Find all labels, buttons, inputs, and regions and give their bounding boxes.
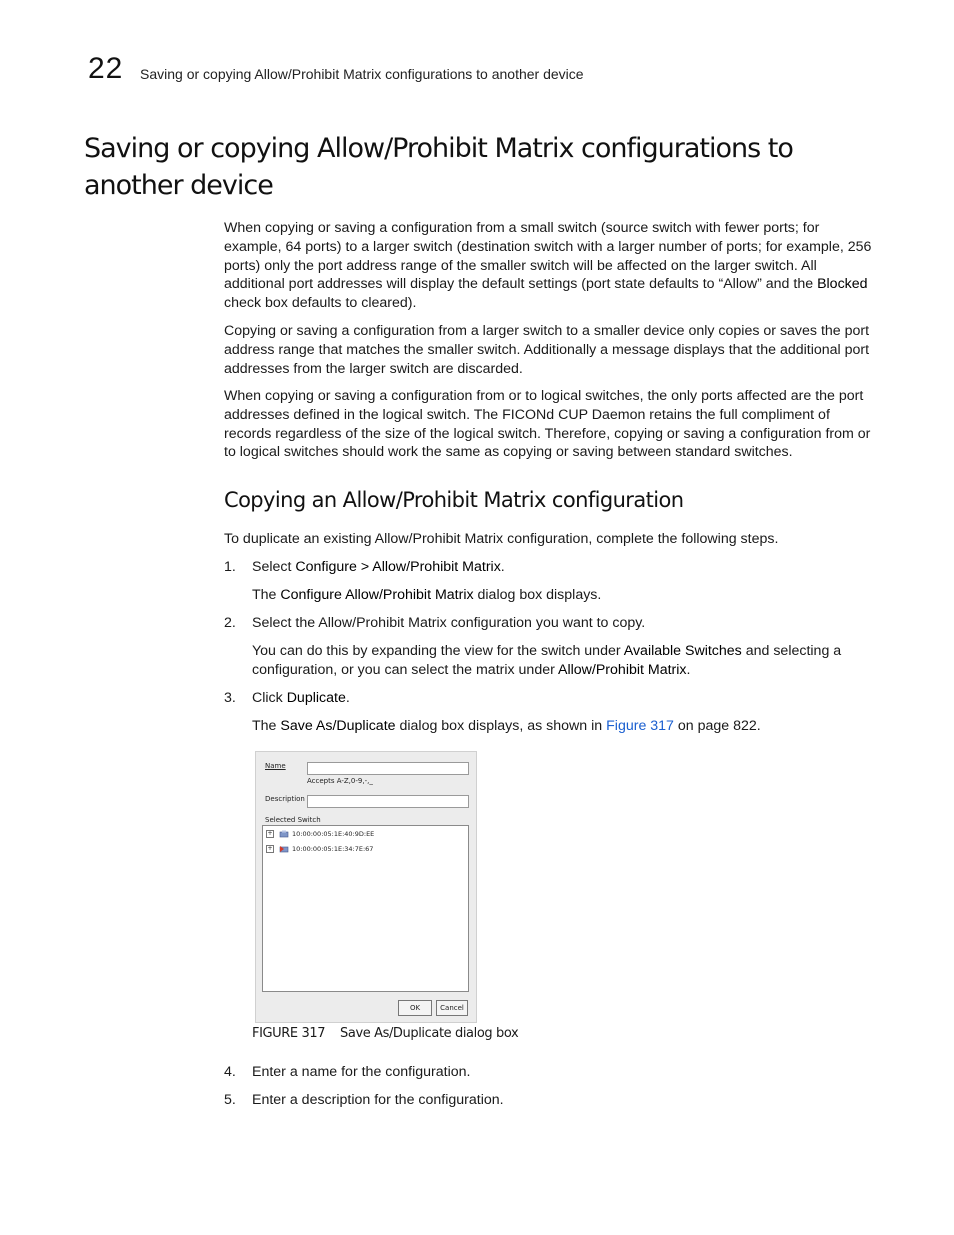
note-text: You can do this by expanding the view for the switch under <box>252 643 624 659</box>
name-input[interactable] <box>307 762 469 775</box>
switch-wwn: 10:00:00:05:1E:40:9D:EE <box>292 830 375 838</box>
figure-caption <box>252 1026 518 1041</box>
subsection-title: Copying an Allow/Prohibit Matrix configuration <box>224 488 684 512</box>
switch-wwn: 10:00:00:05:1E:34:7E:67 <box>292 845 374 853</box>
step-2-note <box>252 642 872 680</box>
note-text: . <box>686 661 691 678</box>
step-1-note <box>252 586 872 605</box>
figure-title: Save As/Duplicate dialog box <box>340 1026 519 1041</box>
switch-icon <box>279 830 289 838</box>
step-text: Enter a name for the configuration. <box>252 1064 471 1080</box>
switch-tree[interactable] <box>262 825 469 992</box>
dialog-name: Configure Allow/Prohibit Matrix <box>280 587 474 603</box>
note-text: dialog box displays, as shown in <box>395 718 607 734</box>
step-text: Enter a description for the configuration. <box>252 1092 504 1108</box>
step-text: Select the Allow/Prohibit Matrix configuration you want to copy. <box>252 615 646 631</box>
figure-link[interactable]: Figure 317 <box>606 718 674 734</box>
expand-icon[interactable]: + <box>267 845 273 852</box>
note-text: and selecting a configuration, or you can select the matrix under <box>252 643 842 678</box>
step-number: 5. <box>224 1092 236 1108</box>
note-text: The <box>252 718 281 734</box>
step-punct: . <box>345 690 350 706</box>
step-text: Click <box>252 690 287 706</box>
step-text: Select <box>252 559 296 575</box>
paragraph-2: Copying or saving a configuration from a larger switch to a smaller device only copies or saves the port address range that matches the smaller switch. Additionally a message displays that the additional port addresses from the larger switch are discarded. <box>224 323 870 377</box>
paragraph-3: When copying or saving a configuration from or to logical switches, the only ports affected are the port addresses defined in the logical switch. The FICONd CUP Daemon retains the full compliment of records regardless of the size of the logical switch. Therefore, copying or saving a configuration from or to logical switches should work the same as copying or saving between standard switches. <box>224 388 871 461</box>
expand-icon[interactable]: + <box>267 830 273 837</box>
cancel-button[interactable]: Cancel <box>436 1000 468 1016</box>
ok-button[interactable]: OK <box>398 1000 432 1016</box>
figure-number: FIGURE 317 <box>252 1026 326 1041</box>
tree-node[interactable] <box>266 829 374 839</box>
ui-term: Allow/Prohibit Matrix <box>558 661 687 678</box>
step-punct: . <box>500 559 505 575</box>
ui-term: Duplicate <box>286 690 346 706</box>
note-text: dialog box displays. <box>473 587 602 603</box>
step-number: 3. <box>224 690 236 706</box>
menu-path: Configure > Allow/Prohibit Matrix <box>295 559 501 575</box>
name-hint: Accepts A-Z,0-9,-,_ <box>307 777 373 785</box>
paragraph-1 <box>224 219 872 313</box>
step-number: 4. <box>224 1064 236 1080</box>
name-label: Name <box>265 762 286 770</box>
p1-blocked: Blocked <box>817 276 868 293</box>
description-label: Description <box>265 795 305 803</box>
running-header: Saving or copying Allow/Prohibit Matrix configurations to another device <box>140 66 584 82</box>
section-title: Saving or copying Allow/Prohibit Matrix configurations to another device <box>84 133 793 201</box>
intro-text: To duplicate an existing Allow/Prohibit Matrix configuration, complete the following steps. <box>224 531 779 547</box>
description-input[interactable] <box>307 795 469 808</box>
p1-text: When copying or saving a configuration from a small switch (source switch with fewer ports; for example, 64 ports) to a larger switch (destination switch with a larger number of ports; for example, 256 ports) only the port address range of the smaller switch will be affected on the larger switch. All additional port addresses will display the default settings (port state defaults to “Allow” and the <box>224 220 872 293</box>
step-number: 1. <box>224 559 236 575</box>
selected-switch-label: Selected Switch <box>265 816 321 824</box>
note-text: on page 822. <box>673 718 761 734</box>
tree-node[interactable] <box>266 844 373 854</box>
switch-icon <box>279 845 289 853</box>
ui-term: Available Switches <box>623 643 742 659</box>
save-as-duplicate-dialog <box>255 751 477 1023</box>
chapter-number: 22 <box>88 52 124 85</box>
p1-tail: check box defaults to cleared). <box>224 295 417 312</box>
note-text: The <box>252 587 281 603</box>
step-number: 2. <box>224 615 236 631</box>
ui-term: Save As/Duplicate <box>280 718 396 734</box>
step-3-note <box>252 717 872 736</box>
